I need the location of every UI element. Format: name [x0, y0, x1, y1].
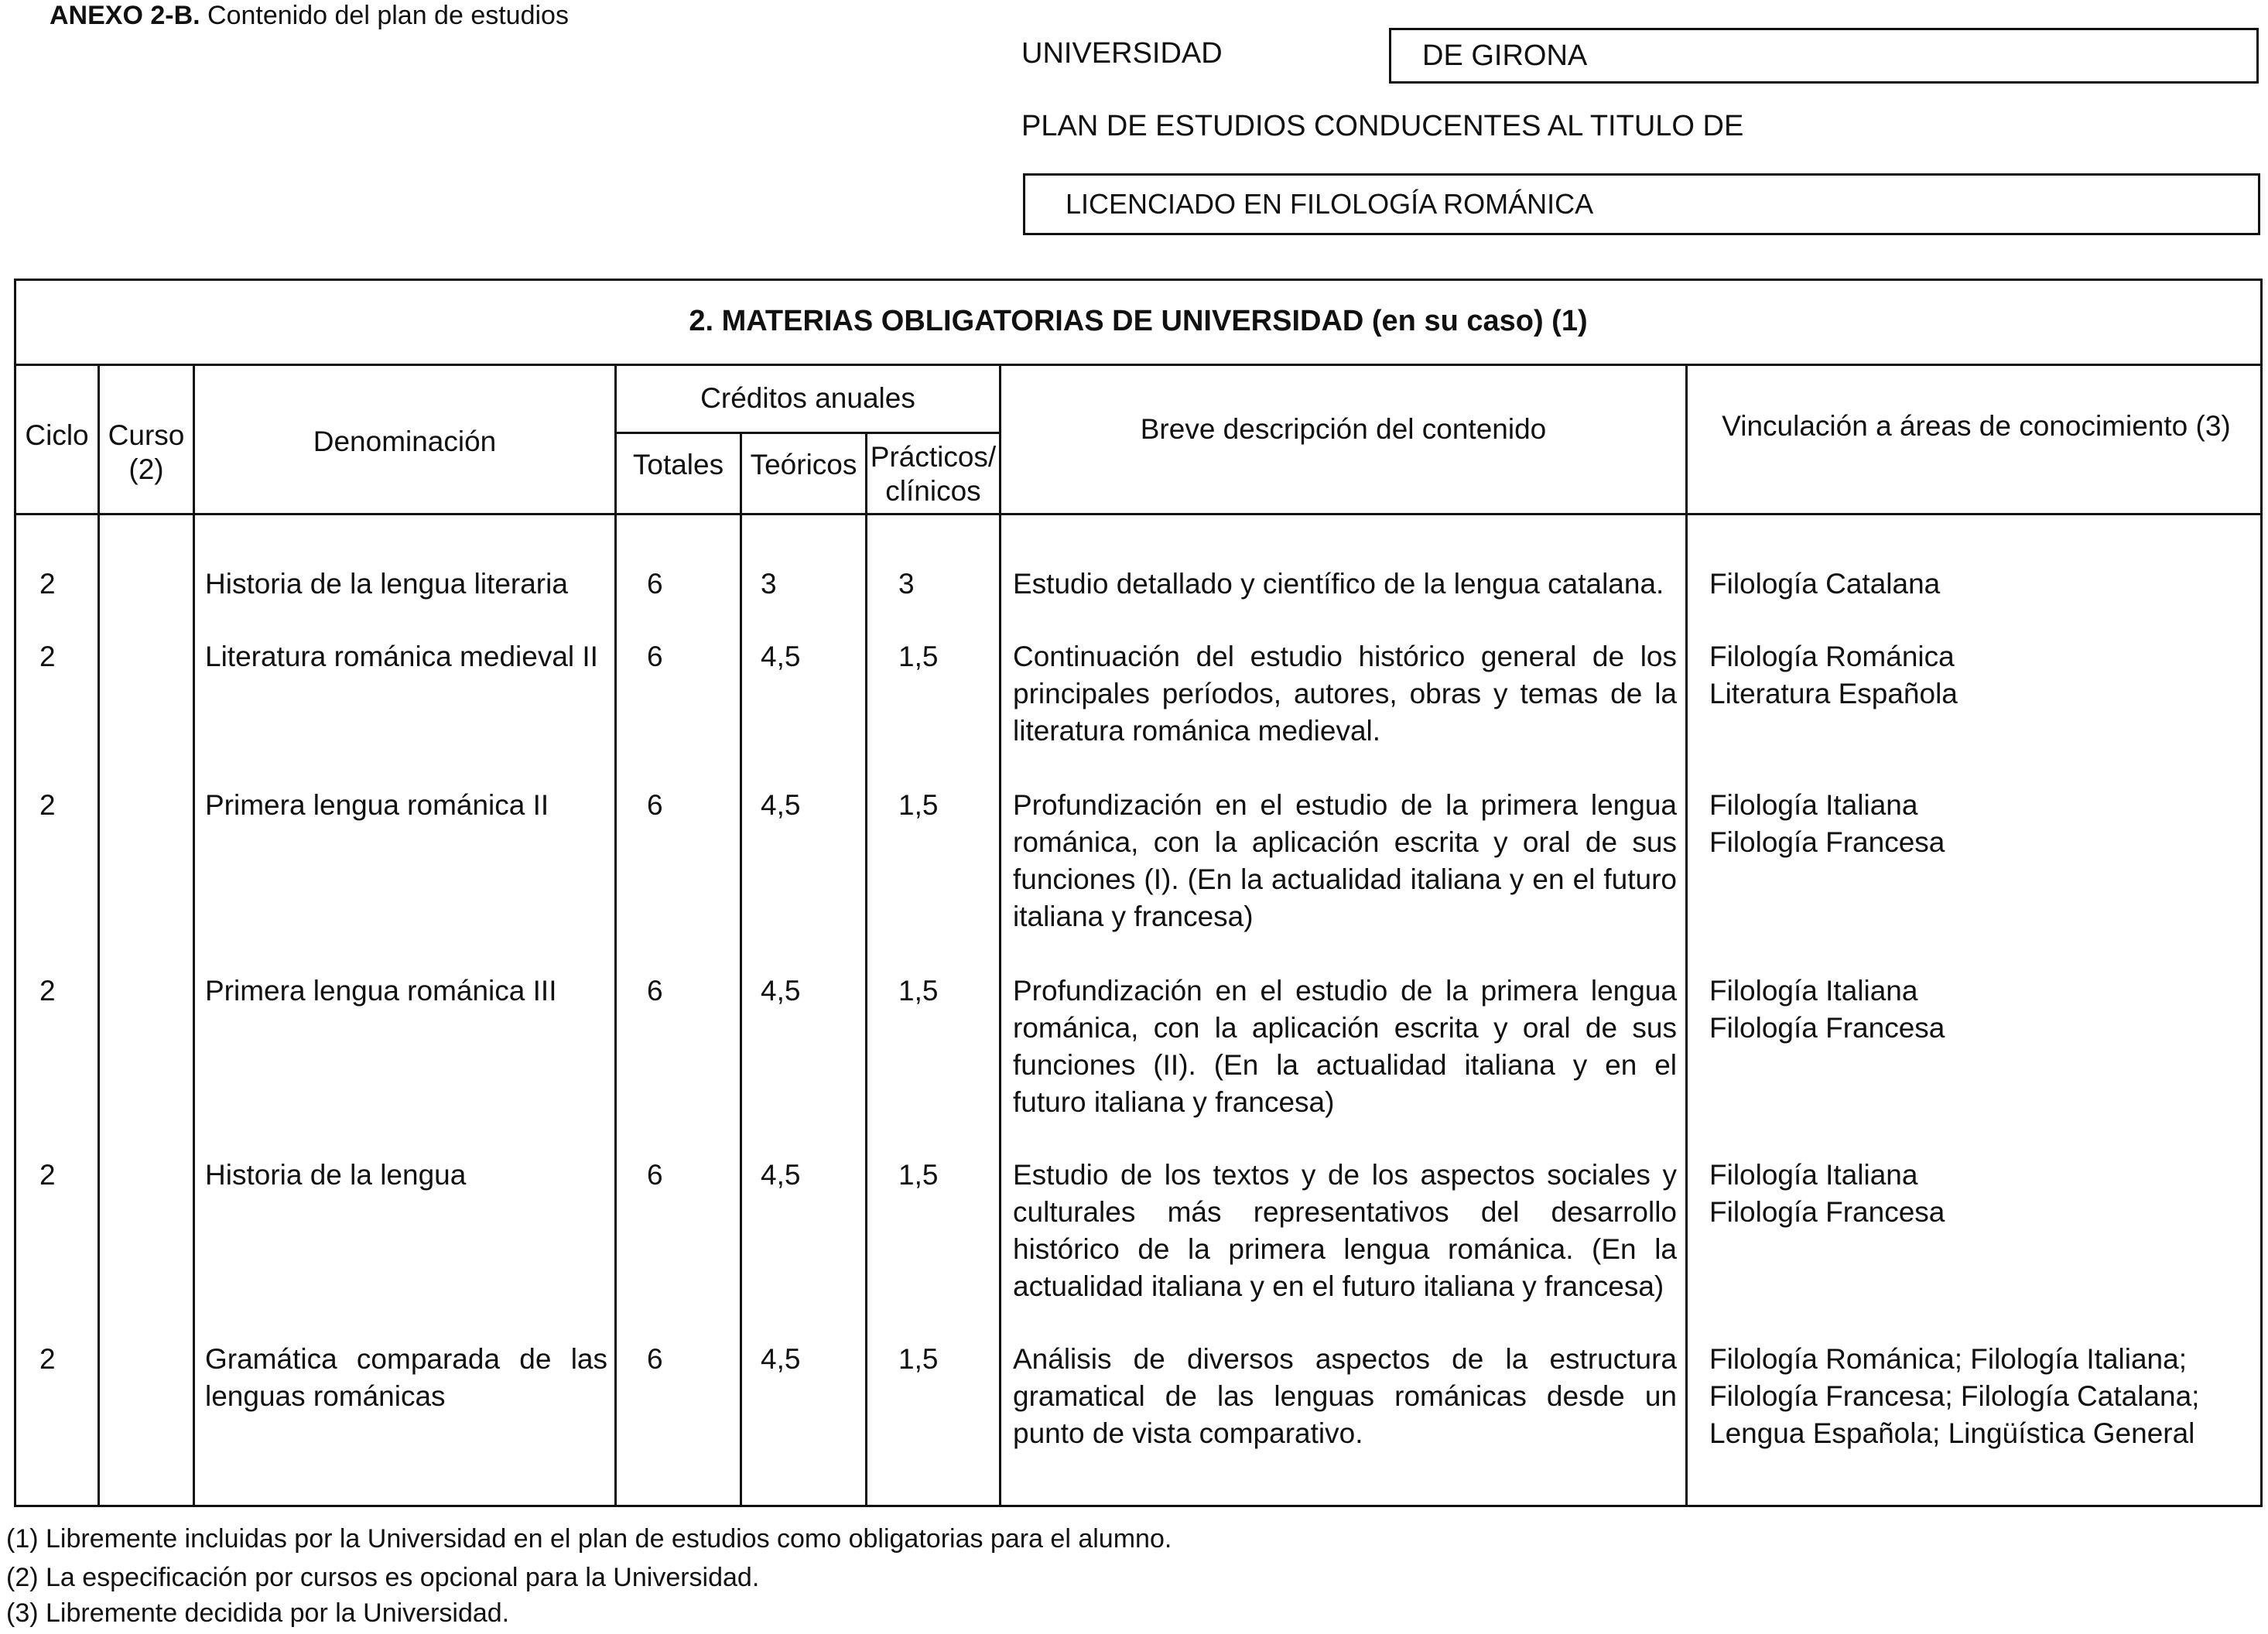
- degree-title: LICENCIADO EN FILOLOGÍA ROMÁNICA: [1023, 173, 2260, 235]
- header-totales: Totales: [632, 449, 724, 480]
- row-2-area-2: Literatura Española: [1709, 678, 1958, 709]
- courses-table: [14, 279, 2263, 1507]
- header-practicos: Prácticos/: [870, 441, 997, 473]
- row-1-denominacion: Historia de la lengua literaria: [205, 568, 568, 600]
- column-divider: [740, 432, 742, 1507]
- row-6-area-2: Filología Francesa; Filología Catalana;: [1709, 1380, 2200, 1412]
- row-6-area-3: Lengua Española; Lingüística General: [1709, 1417, 2195, 1449]
- row-3-descripcion: Profundización en el estudio de la primera lengua románica, con la aplicación escrita y oral de sus funciones (I). (En la actualidad italiana y en el futuro italiana y francesa): [1013, 789, 1677, 932]
- column-divider: [193, 366, 195, 1507]
- row-4-practicos: 1,5: [898, 975, 939, 1007]
- row-3-denominacion: Primera lengua románica II: [205, 789, 549, 821]
- row-4-area-2: Filología Francesa: [1709, 1012, 1945, 1044]
- row-1-teoricos: 3: [761, 568, 777, 600]
- university-label: UNIVERSIDAD: [1021, 37, 1223, 70]
- row-3-ciclo: 2: [39, 789, 56, 821]
- plan-label: PLAN DE ESTUDIOS CONDUCENTES AL TITULO DE: [1021, 110, 1744, 142]
- header-descripcion: Breve descripción del contenido: [1140, 413, 1547, 445]
- row-2-teoricos: 4,5: [761, 641, 801, 672]
- row-4-teoricos: 4,5: [761, 975, 801, 1007]
- row-6-denominacion: Gramática comparada de las lenguas románicas: [205, 1343, 607, 1412]
- header-teoricos: Teóricos: [750, 449, 857, 480]
- column-divider: [865, 432, 867, 1507]
- column-divider: [614, 366, 617, 1507]
- row-2-practicos: 1,5: [898, 641, 939, 672]
- annex-label: ANEXO 2-B.: [50, 1, 200, 30]
- column-divider: [1685, 366, 1688, 1507]
- credits-divider: [614, 432, 1001, 434]
- row-2-denominacion: Literatura románica medieval II: [205, 641, 598, 672]
- row-3-teoricos: 4,5: [761, 789, 801, 821]
- footnote-1: (1) Libremente incluidas por la Universidad en el plan de estudios como obligatorias para el alumno.: [6, 1524, 1172, 1554]
- row-4-area-1: Filología Italiana: [1709, 975, 1918, 1007]
- row-5-teoricos: 4,5: [761, 1159, 801, 1191]
- footnote-2: (2) La especificación por cursos es opcional para la Universidad.: [6, 1563, 760, 1592]
- row-2-area-1: Filología Románica: [1709, 641, 1955, 672]
- table-heading: 2. MATERIAS OBLIGATORIAS DE UNIVERSIDAD (en su caso) (1): [16, 281, 2260, 366]
- header-bottom-line: [16, 513, 2260, 515]
- header-denominacion: Denominación: [313, 426, 497, 457]
- row-1-practicos: 3: [898, 568, 915, 600]
- row-6-ciclo: 2: [39, 1343, 56, 1375]
- header-curso: Curso: [108, 419, 185, 451]
- header-creditos: Créditos anuales: [700, 382, 915, 414]
- row-1-totales: 6: [647, 568, 663, 600]
- row-3-area-1: Filología Italiana: [1709, 789, 1918, 821]
- row-3-practicos: 1,5: [898, 789, 939, 821]
- row-5-descripcion: Estudio de los textos y de los aspectos sociales y culturales más representativos del desarrollo histórico de la primera lengua románica. (En la actualidad italiana y en el futuro italiana y francesa): [1013, 1159, 1677, 1302]
- column-divider: [97, 366, 100, 1507]
- header-practicos-2: clínicos: [885, 475, 981, 507]
- row-1-ciclo: 2: [39, 568, 56, 600]
- row-2-ciclo: 2: [39, 641, 56, 672]
- footnote-3: (3) Libremente decidida por la Universidad.: [6, 1598, 510, 1628]
- row-4-descripcion: Profundización en el estudio de la primera lengua románica, con la aplicación escrita y oral de sus funciones (II). (En la actualidad italiana y en el futuro italiana y francesa): [1013, 975, 1677, 1118]
- annex-title: [50, 0, 569, 31]
- row-4-ciclo: 2: [39, 975, 56, 1007]
- row-5-practicos: 1,5: [898, 1159, 939, 1191]
- annex-subtitle: Contenido del plan de estudios: [207, 1, 569, 30]
- row-6-teoricos: 4,5: [761, 1343, 801, 1375]
- row-5-denominacion: Historia de la lengua: [205, 1159, 467, 1191]
- row-3-area-2: Filología Francesa: [1709, 826, 1945, 858]
- header-curso-note: (2): [128, 453, 164, 485]
- column-divider: [999, 366, 1001, 1507]
- header-ciclo: Ciclo: [25, 419, 89, 451]
- row-4-totales: 6: [647, 975, 663, 1007]
- row-4-denominacion: Primera lengua románica III: [205, 975, 557, 1007]
- row-5-area-1: Filología Italiana: [1709, 1159, 1918, 1191]
- row-6-practicos: 1,5: [898, 1343, 939, 1375]
- row-6-totales: 6: [647, 1343, 663, 1375]
- row-1-area-1: Filología Catalana: [1709, 568, 1941, 600]
- row-1-descripcion: Estudio detallado y científico de la lengua catalana.: [1013, 568, 1664, 600]
- row-6-area-1: Filología Románica; Filología Italiana;: [1709, 1343, 2187, 1375]
- row-2-descripcion: Continuación del estudio histórico general de los principales períodos, autores, obras y temas de la literatura románica medieval.: [1013, 641, 1677, 747]
- row-2-totales: 6: [647, 641, 663, 672]
- row-5-area-2: Filología Francesa: [1709, 1196, 1945, 1228]
- row-5-totales: 6: [647, 1159, 663, 1191]
- university-value: DE GIRONA: [1389, 28, 2259, 84]
- header-vinculacion: Vinculación a áreas de conocimiento (3): [1722, 410, 2231, 442]
- row-5-ciclo: 2: [39, 1159, 56, 1191]
- row-6-descripcion: Análisis de diversos aspectos de la estructura gramatical de las lenguas románicas desde un punto de vista comparativo.: [1013, 1343, 1677, 1449]
- row-3-totales: 6: [647, 789, 663, 821]
